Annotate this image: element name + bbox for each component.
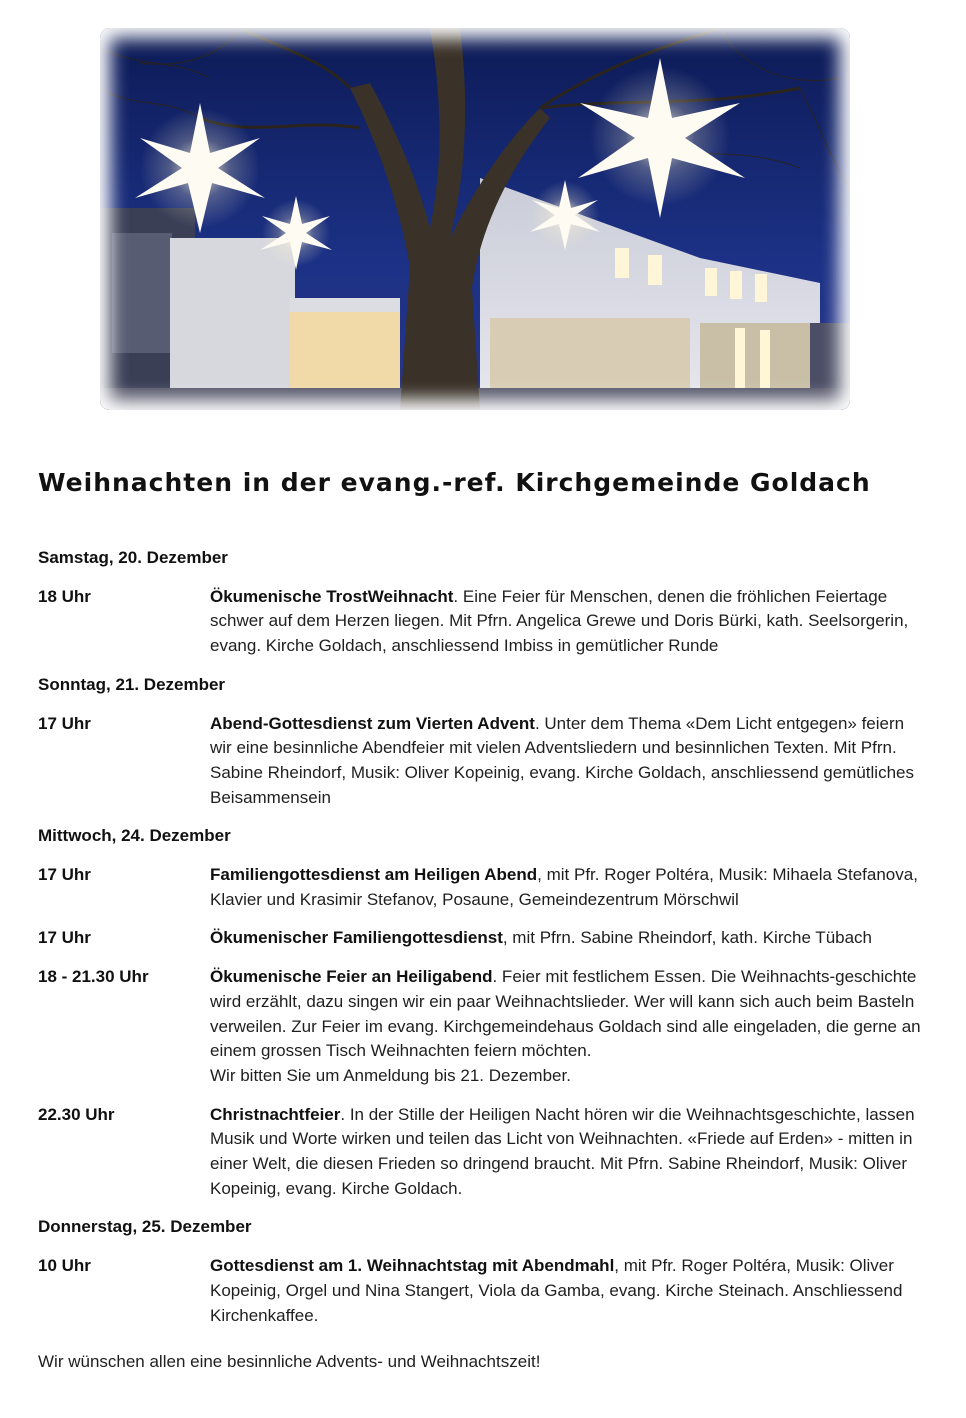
event-description [210,863,928,912]
event-schedule [38,546,928,1342]
event-title: Ökumenische TrostWeihnacht [210,586,454,606]
event-title: Ökumenischer Familiengottesdienst [210,928,503,948]
event-title: Familiengottesdienst am Heiligen Abend [210,865,538,885]
day-heading: Donnerstag, 25. Dezember [38,1217,252,1237]
day-heading: Samstag, 20. Dezember [38,548,228,567]
event-row [38,926,928,951]
day-heading: Mittwoch, 24. Dezember [38,826,231,846]
event-row [38,965,928,1089]
event-time: 17 Uhr [38,865,91,885]
event-title: Abend-Gottesdienst zum Vierten Advent [210,713,535,733]
event-row [38,585,928,659]
event-time: 10 Uhr [38,1256,91,1276]
event-row [38,1103,928,1202]
event-time: 17 Uhr [38,713,91,733]
event-text: . Unter dem Thema «Dem Licht entgegen» feiern wir eine besinnliche Abendfeier mit vielen Adventsliedern und besinnlichen Texten. Mit Pfrn. Sabine Rheindorf, Musik: Oliver Kopeinig, evang. Kirche Goldach, anschliessend gemütliches Beisammensein [210,713,914,807]
page-title: Weihnachten in der evang.-ref. Kirchgemeinde Goldach [38,468,871,497]
event-description [210,712,928,811]
event-time: 18 Uhr [38,586,91,606]
closing-greeting: Wir wünschen allen eine besinnliche Advents- und Weihnachtszeit! [38,1352,541,1371]
event-description [210,926,928,951]
event-row [38,712,928,811]
event-title: Christnachtfeier [210,1104,341,1124]
event-description [210,1254,928,1328]
event-time: 18 - 21.30 Uhr [38,967,149,987]
event-text: . Eine Feier für Menschen, denen die fröhlichen Feiertage schwer auf dem Herzen liegen. Mit Pfrn. Angelica Grewe und Doris Bürki, kath. Seelsorgerin, evang. Kirche Goldach, anschliessend Imbiss in gemütlicher Runde [210,586,909,656]
event-text: , mit Pfrn. Sabine Rheindorf, kath. Kirche Tübach [502,928,873,948]
event-time: 22.30 Uhr [38,1104,115,1124]
event-text: , mit Pfr. Roger Poltéra, Musik: Oliver Kopeinig, Orgel und Nina Stangert, Viola da Gamba, evang. Kirche Steinach. Anschliessend Kirchenkaffee. [210,1256,903,1325]
event-text: . In der Stille der Heiligen Nacht hören wir die Weihnachtsgeschichte, lassen Musik und Worte wirken und teilen das Licht von Weihnachten. «Friede auf Erden» - mitten in einer Welt, die diesen Frieden so dringend braucht. Mit Pfrn. Sabine Rheindorf, Musik: Oliver Kopeinig, evang. Kirche Goldach. [210,1104,915,1198]
event-description [210,965,928,1089]
event-text: . Feier mit festlichem Essen. Die Weihnachts-geschichte wird erzählt, dazu singen wir ein paar Weihnachtslieder. Wer will kann sich auch beim Basteln verweilen. Zur Feier im evang. Kirchgemeindehaus Goldach sind alle eingeladen, die gerne an einem grossen Tisch Weihnachten feiern möchten. [210,967,921,1061]
event-title: Gottesdienst am 1. Weihnachtstag mit Abendmahl [210,1256,615,1276]
event-description [210,1103,928,1202]
event-description [210,585,928,659]
day-heading: Sonntag, 21. Dezember [38,674,226,694]
night-church-illustration [100,28,850,410]
event-row [38,863,928,912]
event-title: Ökumenische Feier an Heiligabend [210,967,493,987]
event-time: 17 Uhr [38,928,91,948]
hero-photo [100,28,850,410]
event-row [38,1254,928,1328]
event-text: , mit Pfr. Roger Poltéra, Musik: Mihaela Stefanova, Klavier und Krasimir Stefanov, Posaune, Gemeindezentrum Mörschwil [210,865,918,909]
event-note: Wir bitten Sie um Anmeldung bis 21. Dezember. [210,1065,571,1085]
